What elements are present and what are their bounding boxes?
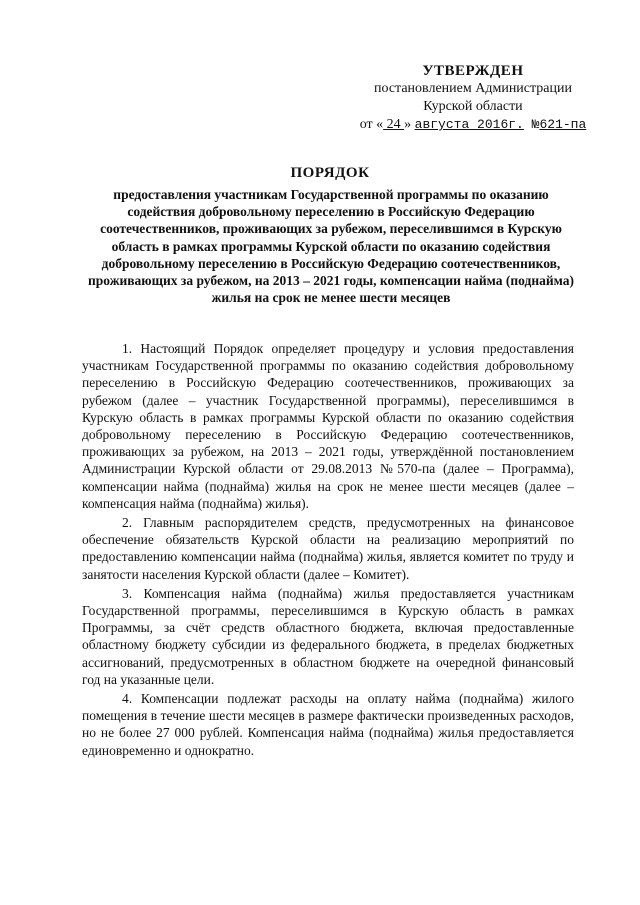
date-mid: » [404,117,415,132]
paragraph: 1. Настоящий Порядок определяет процедуру и условия предоставления участникам Государственной программы по оказанию содействия добровольному переселению в Российскую Федерацию соотечественников, проживающих за рубежом (далее – участник Государственной программы), переселившимся в Курскую область в рамках программы Курской области по оказанию содействия добровольному переселению в Российскую Федерацию соотечественников, проживающих за рубежом, на 2013 – 2021 годы, утверждённой постановлением Администрации Курской области от 29.08.2013 №570-па (далее – Программа), компенсации найма (поднайма) жилья на срок не менее шести месяцев (далее – компенсация найма (поднайма) жилья). [82,341,574,511]
document-subtitle: предоставления участникам Государственной программы по оказанию содействия добровольному переселению в Российскую Федерацию соотечественников, проживающих за рубежом, переселившимся в Курскую область в рамках программы Курской области по оказанию содействия добровольному переселению в Российскую Федерацию соотечественников, проживающих за рубежом, на 2013 – 2021 годы, компенсации найма (поднайма) жилья на срок не менее шести месяцев [88,187,574,306]
paragraph: 4. Компенсации подлежат расходы на оплату найма (поднайма) жилого помещения в течение шести месяцев в размере фактически произведенных расходов, но не более 27 000 рублей. Компенсация найма (поднайма) жилья предоставляется единовременно и однократно. [82,691,574,758]
document-number: 621-па [539,117,587,132]
number-sign: № [523,117,540,132]
paragraph: 3. Компенсация найма (поднайма) жилья предоставляется участникам Государственной программы, переселившимся в Курскую область в рамках Программы, за счёт средств областного бюджета, включая предоставленные областному бюджету субсидии из федерального бюджета, в пределах бюджетных ассигнований, предусмотренных в областном бюджете на очередной финансовый год на указанные цели. [82,585,574,687]
date-prefix: от « [359,117,384,132]
approval-line-1: постановлением Администрации [374,81,572,96]
date-month-year: августа 2016г. [414,117,524,132]
approval-line-2: Курской области [423,99,523,114]
approval-stamp [348,62,598,134]
approval-date-line [348,116,598,134]
approval-heading: УТВЕРЖДЕН [422,63,524,79]
document-title: ПОРЯДОК [290,165,370,181]
paragraph: 2. Главным распорядителем средств, предусмотренных на финансовое обеспечение обязательств Курской области на реализацию мероприятий по предоставлению компенсации найма (поднайма) жилья, является комитет по труду и занятости населения Курской области (далее – Комитет). [82,515,574,582]
document-body [82,340,574,761]
date-day: 24 [383,117,405,132]
